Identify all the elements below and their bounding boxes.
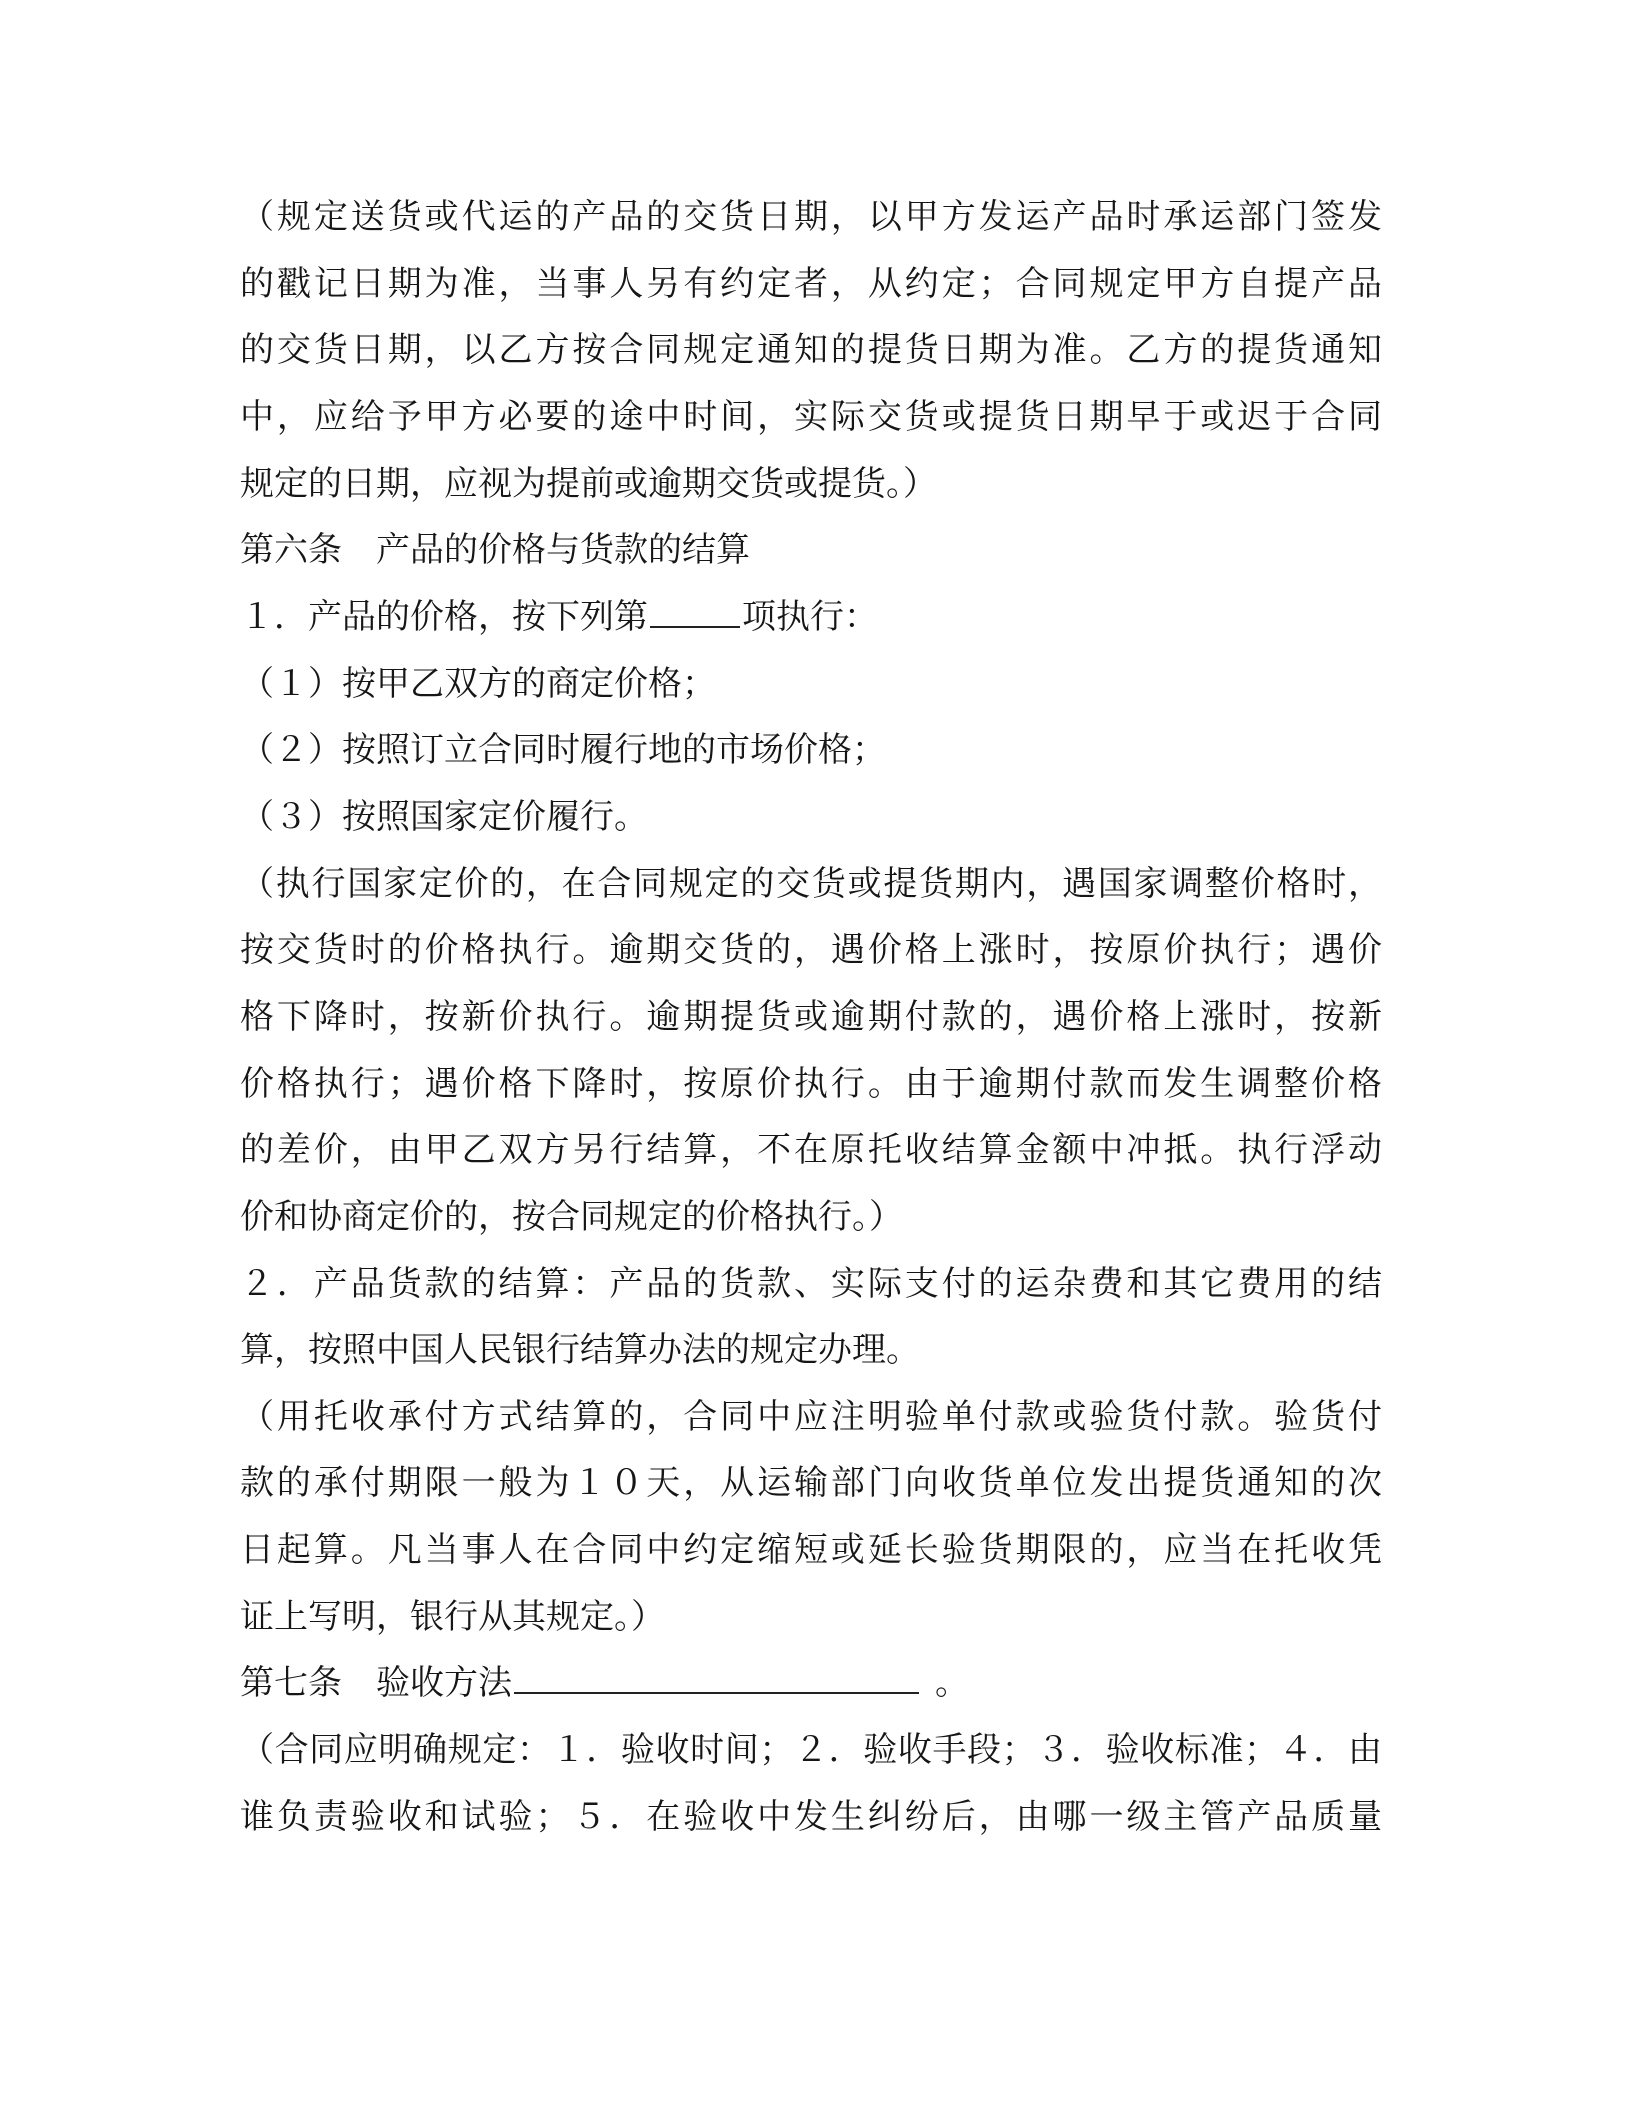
text-line: 证上写明，银行从其规定。） <box>240 1596 665 1637</box>
list-item: （２）按照订立合同时履行地的市场价格； <box>240 730 886 771</box>
list-item: （３）按照国家定价履行。 <box>240 796 648 837</box>
text-line: 中，应给予甲方必要的途中时间，实际交货或提货日期早于或迟于合同 <box>240 396 1382 437</box>
text-line: （用托收承付方式结算的，合同中应注明验单付款或验货付款。验货付 <box>240 1396 1382 1437</box>
article-7-heading <box>240 1650 1382 1717</box>
text-line: 规定的日期，应视为提前或逾期交货或提货。） <box>240 463 937 504</box>
text-line: 算，按照中国人民银行结算办法的规定办理。 <box>240 1330 920 1371</box>
acceptance-method-blank <box>514 1662 919 1694</box>
text-line: 日起算。凡当事人在合同中约定缩短或延长验货期限的，应当在托收凭 <box>240 1530 1382 1571</box>
price-clause-line <box>240 584 1382 651</box>
article-6-heading: 第六条 产品的价格与货款的结算 <box>240 530 750 571</box>
text-line: （执行国家定价的，在合同规定的交货或提货期内，遇国家调整价格时， <box>240 863 1382 904</box>
article-7-heading-text: 第七条 验收方法 <box>240 1663 512 1704</box>
list-item: （１）按甲乙双方的商定价格； <box>240 663 716 704</box>
price-option-blank <box>650 596 740 628</box>
text-line: 的交货日期，以乙方按合同规定通知的提货日期为准。乙方的提货通知 <box>240 330 1382 371</box>
text-line: 的差价，由甲乙双方另行结算，不在原托收结算金额中冲抵。执行浮动 <box>240 1130 1382 1171</box>
price-clause-text-end: 项执行： <box>742 596 878 637</box>
text-line: 价格执行；遇价格下降时，按原价执行。由于逾期付款而发生调整价格 <box>240 1063 1382 1104</box>
text-line: 谁负责验收和试验；５．在验收中发生纠纷后，由哪一级主管产品质量 <box>240 1796 1382 1837</box>
text-line: 按交货时的价格执行。逾期交货的，遇价格上涨时，按原价执行；遇价 <box>240 930 1382 971</box>
text-line: （规定送货或代运的产品的交货日期，以甲方发运产品时承运部门签发 <box>240 197 1382 237</box>
price-clause-text: １．产品的价格，按下列第 <box>240 596 648 637</box>
text-line: 格下降时，按新价执行。逾期提货或逾期付款的，遇价格上涨时，按新 <box>240 996 1382 1037</box>
document-body <box>240 184 1382 1850</box>
text-line: 款的承付期限一般为１０天，从运输部门向收货单位发出提货通知的次 <box>240 1463 1382 1504</box>
text-line: 的戳记日期为准，当事人另有约定者，从约定；合同规定甲方自提产品 <box>240 263 1382 304</box>
article-7-heading-end: 。 <box>935 1663 969 1704</box>
text-line: 价和协商定价的，按合同规定的价格执行。） <box>240 1196 903 1237</box>
text-line: （合同应明确规定：１．验收时间；２．验收手段；３．验收标准；４．由 <box>240 1730 1382 1771</box>
text-line: ２．产品货款的结算：产品的货款、实际支付的运杂费和其它费用的结 <box>240 1263 1382 1304</box>
